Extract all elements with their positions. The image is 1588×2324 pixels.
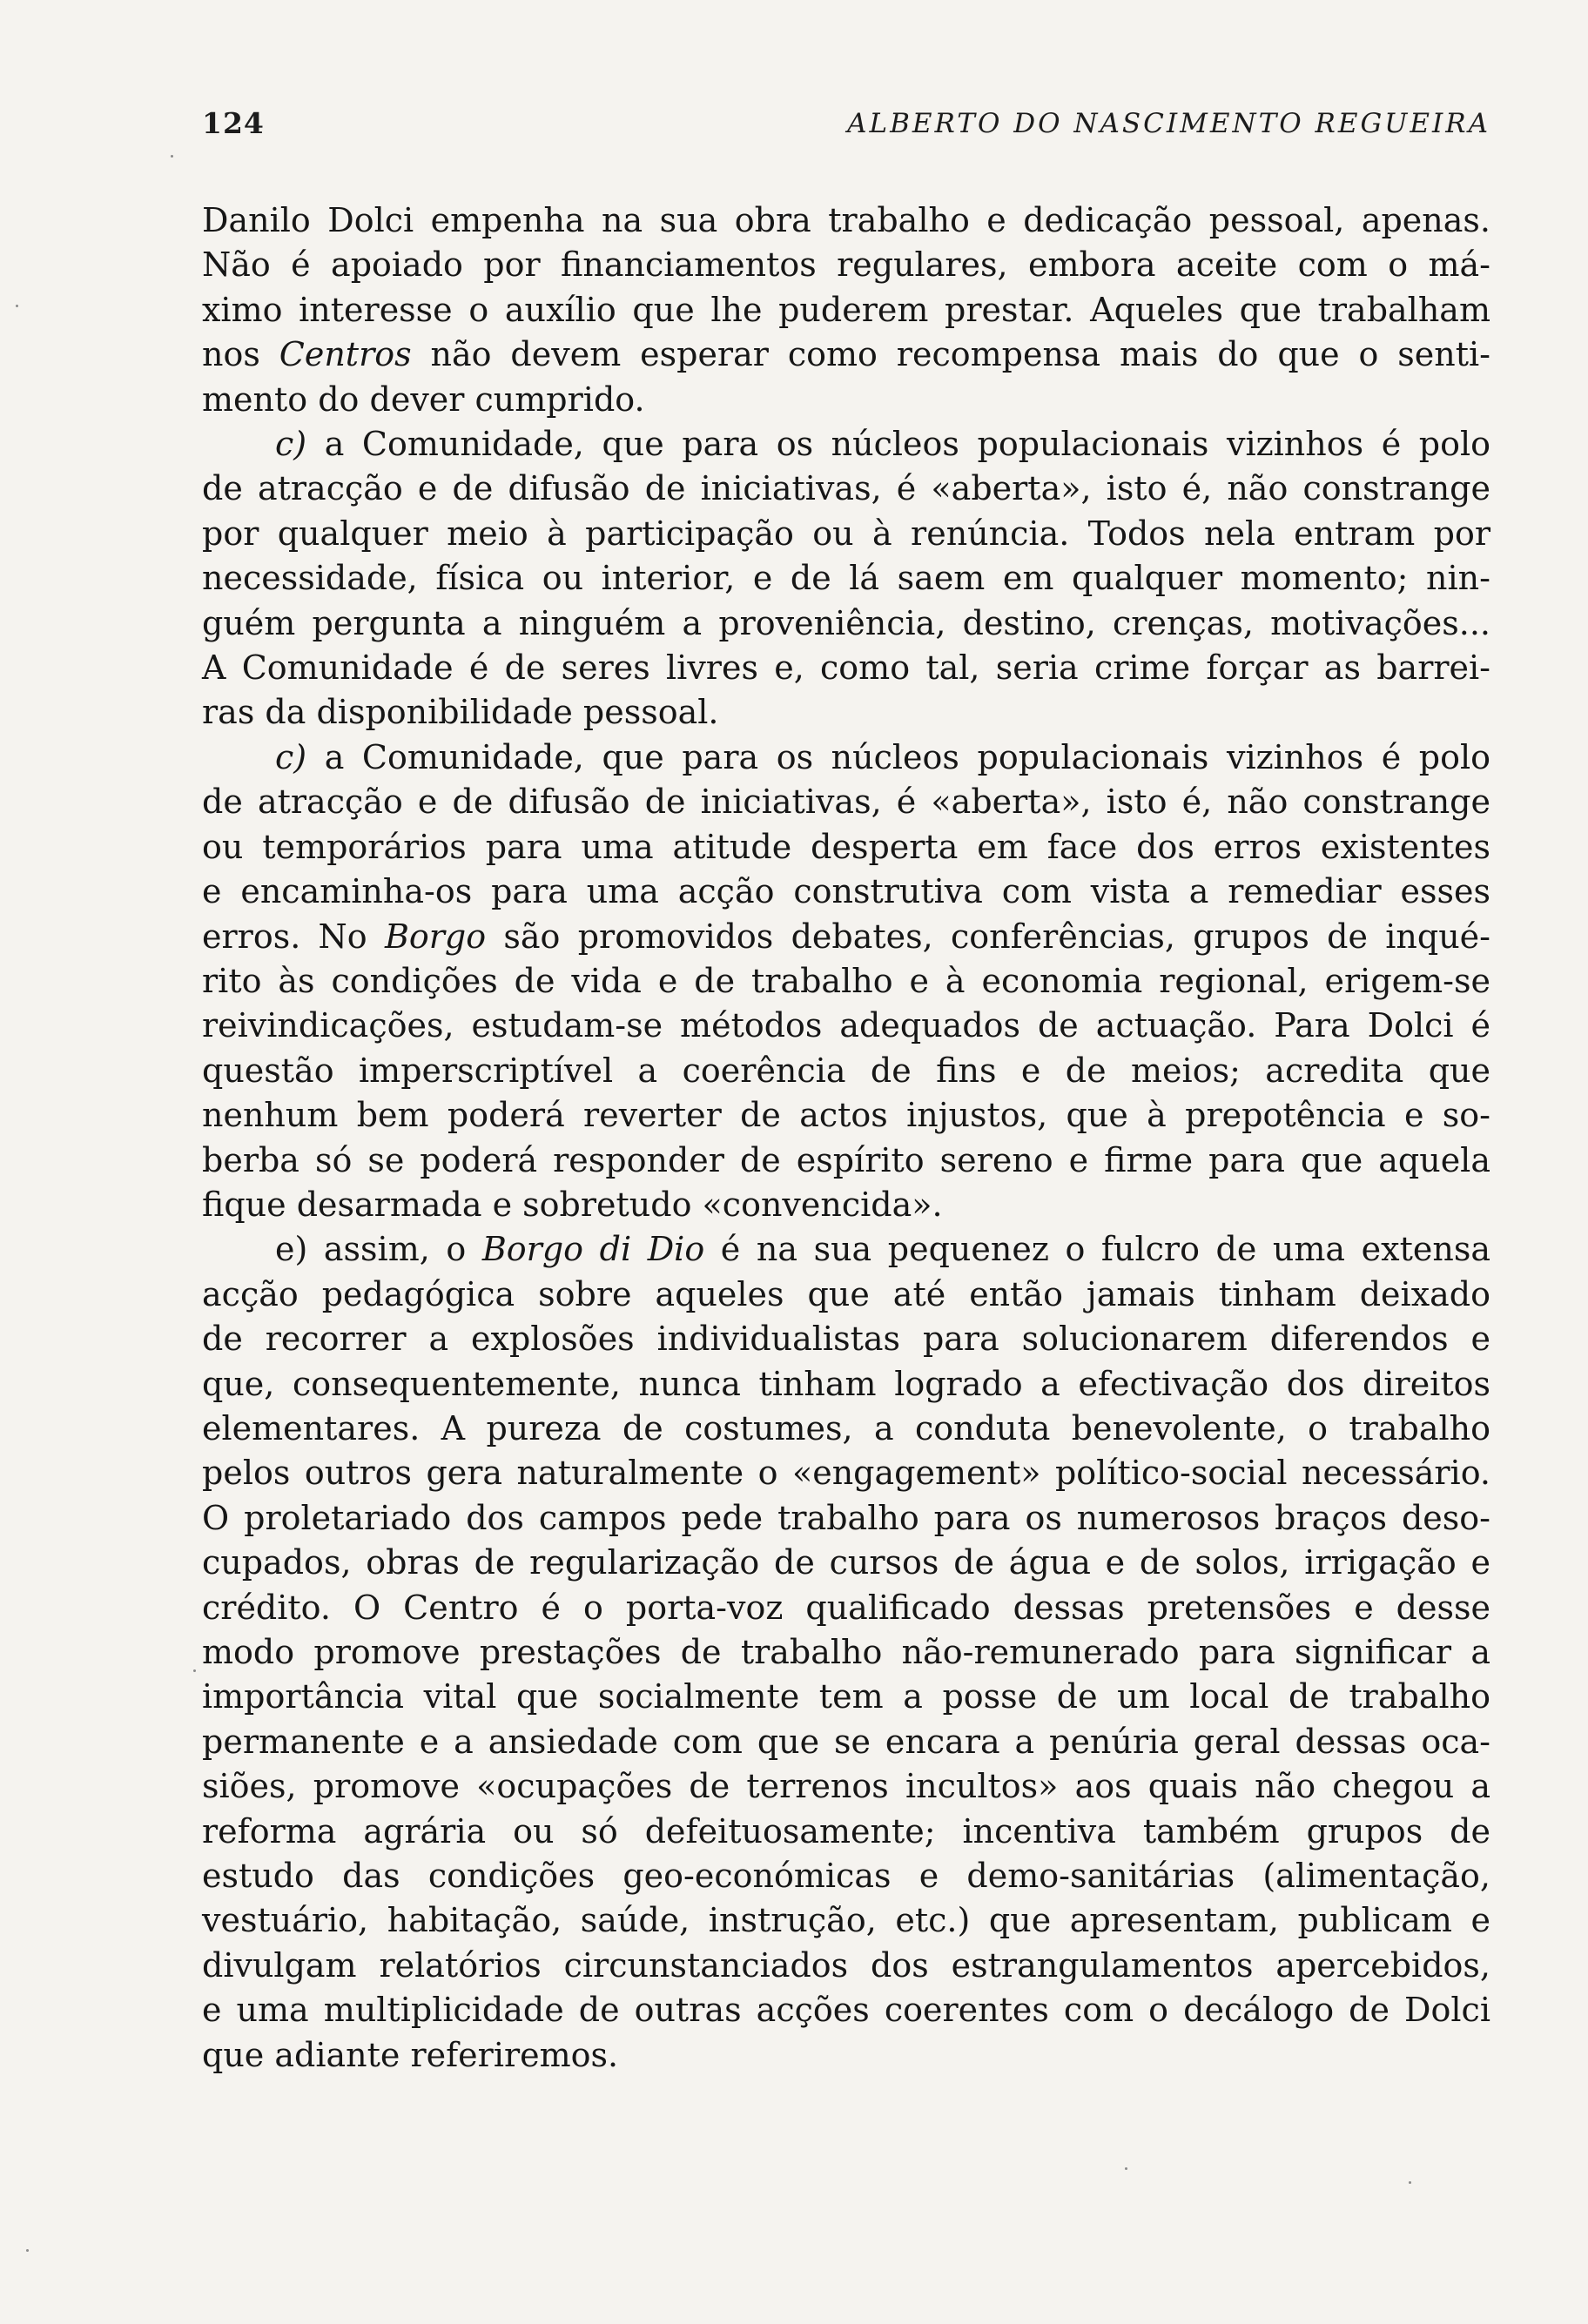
text-line: e) assim, o Borgo di Dio é na sua pequenez o fulcro de uma extensa [275,1230,1490,1269]
text-line: divulgam relatórios circunstanciados dos estrangulamentos apercebidos, [202,1945,1490,1985]
print-speck [1409,2181,1411,2184]
text-line: de atracção e de difusão de iniciativas, é «aberta», isto é, não constrange [202,783,1490,822]
text-line: reivindicações, estudam-se métodos adequados de actuação. Para Dolci é [202,1006,1490,1045]
text-line: nos Centros não devem esperar como recompensa mais do que o senti- [202,335,1491,374]
text-line: elementares. A pureza de costumes, a conduta benevolente, o trabalho [202,1408,1490,1447]
print-speck [1125,2167,1127,2170]
paragraph [202,198,1490,422]
text-line: de atracção e de difusão de iniciativas, é «aberta», isto é, não constrange [202,469,1490,508]
paragraph [202,422,1490,735]
page-number: 124 [202,106,265,140]
text-line: importância vital que socialmente tem a posse de um local de trabalho [202,1677,1490,1716]
text-line: A Comunidade é de seres livres e, como tal, seria crime forçar as barrei- [202,648,1490,688]
text-line: mento do dever cumprido. [202,379,645,419]
text-line: Não é apoiado por financiamentos regulares, embora aceite com o má- [202,245,1490,285]
paragraph [202,735,1490,1227]
running-title: ALBERTO DO NASCIMENTO REGUEIRA [847,108,1490,139]
text-line: O proletariado dos campos pede trabalho para os numerosos braços deso- [202,1498,1490,1537]
text-line: questão imperscriptível a coerência de fins e de meios; acredita que [202,1051,1490,1090]
text-line: erros. No Borgo são promovidos debates, conferências, grupos de inqué- [202,917,1491,956]
text-line: vestuário, habitação, saúde, instrução, etc.) que apresentam, publicam e [202,1901,1490,1940]
print-speck [193,1669,196,1672]
text-line: permanente e a ansiedade com que se encara a penúria geral dessas oca- [202,1722,1490,1761]
text-line: c) a Comunidade, que para os núcleos populacionais vizinhos é polo [275,425,1490,464]
text-line: de recorrer a explosões individualistas para solucionarem diferendos e [202,1320,1490,1359]
text-line: estudo das condições geo-económicas e demo-sanitárias (alimentação, [202,1857,1490,1896]
text-line: necessidade, física ou interior, e de lá saem em qualquer momento; nin- [202,559,1490,598]
print-speck [16,305,18,307]
text-line: rito às condições de vida e de trabalho e à economia regional, erigem-se [202,961,1490,1000]
text-line: nenhum bem poderá reverter de actos injustos, que à prepotência e so- [202,1096,1490,1135]
text-line: ras da disponibilidade pessoal. [202,693,719,732]
paragraph [202,1227,1490,2078]
body-text [202,198,1490,2078]
print-speck [171,155,173,158]
text-line: ximo interesse o auxílio que lhe puderem prestar. Aqueles que trabalham [202,290,1490,329]
running-header [202,106,1490,150]
text-line: crédito. O Centro é o porta-voz qualificado dessas pretensões e desse [202,1588,1490,1627]
text-line: que adiante referiremos. [202,2035,619,2074]
text-line: por qualquer meio à participação ou à renúncia. Todos nela entram por [202,514,1490,553]
text-line: acção pedagógica sobre aqueles que até então jamais tinham deixado [202,1274,1490,1313]
text-line: pelos outros gera naturalmente o «engagement» político-social necessário. [202,1454,1490,1493]
text-line: e uma multiplicidade de outras acções coerentes com o decálogo de Dolci [202,1991,1490,2030]
text-line: e encaminha-os para uma acção construtiva com vista a remediar esses [202,872,1490,911]
print-speck [26,2249,29,2252]
text-line: ou temporários para uma atitude desperta em face dos erros existentes [202,827,1490,866]
text-line: modo promove prestações de trabalho não-remunerado para significar a [202,1633,1490,1671]
text-line: fique desarmada e sobretudo «convencida». [202,1185,943,1224]
text-line: c) a Comunidade, que para os núcleos populacionais vizinhos é polo [275,737,1490,776]
text-line: guém pergunta a ninguém a proveniência, destino, crenças, motivações... [202,603,1490,642]
text-line: cupados, obras de regularização de cursos de água e de solos, irrigação e [202,1543,1490,1582]
text-line: que, consequentemente, nunca tinham logrado a efectivação dos direitos [202,1364,1490,1403]
text-line: siões, promove «ocupações de terrenos incultos» aos quais não chegou a [202,1767,1490,1806]
text-line: berba só se poderá responder de espírito sereno e firme para que aquela [202,1140,1490,1179]
text-line: reforma agrária ou só defeituosamente; incentiva também grupos de [202,1811,1490,1850]
text-line: Danilo Dolci empenha na sua obra trabalho e dedicação pessoal, apenas. [202,201,1490,239]
